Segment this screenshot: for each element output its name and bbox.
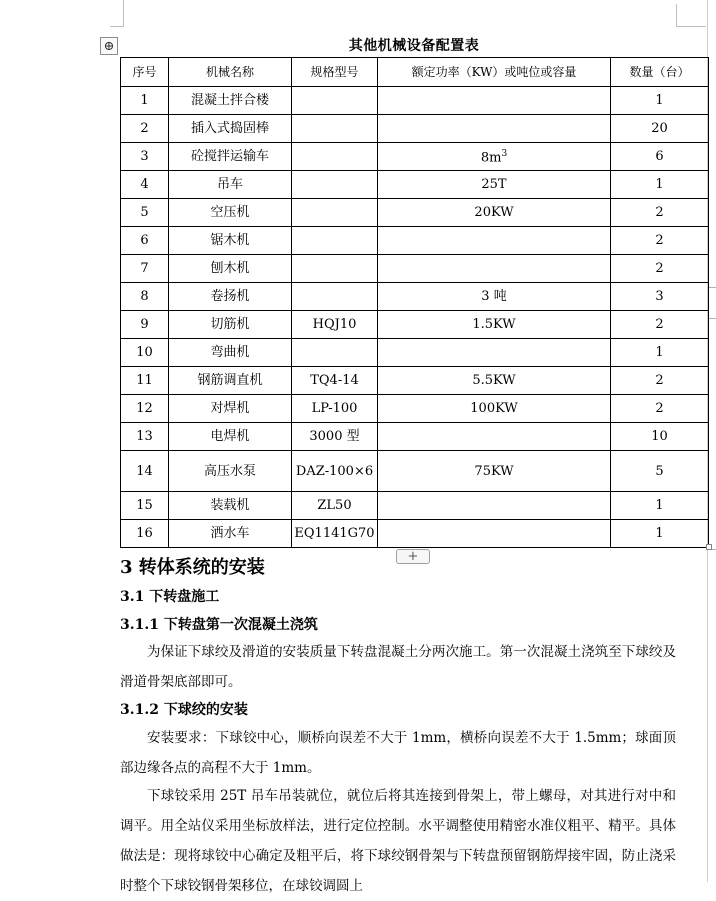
- header-cell-name: 机械名称: [169, 58, 292, 87]
- row-qty-cell-text: 20: [651, 121, 668, 136]
- section-heading-3-1: 3.1 下转盘施工: [120, 589, 220, 605]
- row-qty-cell: [611, 423, 709, 451]
- row-qty-cell-text: 2: [655, 261, 664, 276]
- row-qty-cell: [611, 255, 709, 283]
- row-power-cell: [378, 395, 611, 423]
- row-power-cell: [378, 520, 611, 548]
- row-model-cell: [292, 520, 378, 548]
- page-corner-mark: [676, 26, 706, 27]
- row-qty-cell-text: 1: [655, 345, 664, 360]
- header-cell-qty: 数量（台）: [611, 58, 709, 87]
- row-name-cell: [169, 423, 292, 451]
- row-no-cell: [121, 451, 169, 492]
- paragraph-install-method: 下球铰采用 25T 吊车吊装就位，就位后将其连接到骨架上，带上螺母，对其进行对中和调平。用全站仪采用坐标放样法，进行定位控制。水平调整使用精密水准仪粗平、精平。具体做法是：现将球铰中心确定及粗平后，将下球绞钢骨架与下转盘预留钢筋焊接牢固，防止浇采时整个下球铰钢骨架移位，在球铰调圆上: [120, 788, 676, 894]
- table-row: [121, 339, 709, 367]
- row-name-cell-text: 吊车: [216, 177, 243, 192]
- row-power-cell: [378, 143, 611, 171]
- row-name-cell: [169, 311, 292, 339]
- row-no-cell: [121, 199, 169, 227]
- row-name-cell-text: 空压机: [210, 205, 250, 220]
- row-name-cell-text: 卷扬机: [210, 289, 250, 304]
- row-name-cell: [169, 171, 292, 199]
- row-power-cell: [378, 283, 611, 311]
- row-no-cell: [121, 311, 169, 339]
- row-no-cell-text: 15: [136, 498, 153, 513]
- row-name-cell: [169, 451, 292, 492]
- row-qty-cell: [611, 339, 709, 367]
- table-row: [121, 451, 709, 492]
- page-corner-mark: [110, 26, 124, 27]
- row-qty-cell-text: 5: [655, 463, 664, 479]
- row-model-cell: [292, 492, 378, 520]
- row-qty-cell: [611, 492, 709, 520]
- table-row: [121, 255, 709, 283]
- row-name-cell-text: 砼搅拌运输车: [190, 149, 269, 164]
- row-no-cell-text: 13: [136, 429, 153, 444]
- row-no-cell: [121, 143, 169, 171]
- row-power-cell-text: 1.5KW: [472, 317, 516, 332]
- row-qty-cell: [611, 87, 709, 115]
- row-power-cell: [378, 255, 611, 283]
- row-name-cell-text: 高压水泵: [203, 463, 256, 479]
- header-cell-no: 序号: [121, 58, 169, 87]
- row-qty-cell: [611, 283, 709, 311]
- table-row: [121, 171, 709, 199]
- table-header-row: [121, 58, 709, 87]
- row-no-cell: [121, 255, 169, 283]
- row-model-cell: [292, 255, 378, 283]
- row-power-cell-text: 20KW: [474, 205, 514, 220]
- row-qty-cell-text: 2: [655, 205, 664, 220]
- row-qty-cell: [611, 227, 709, 255]
- ruler-tick: [709, 318, 716, 319]
- row-power-cell-text: 5.5KW: [472, 373, 516, 388]
- row-model-cell: [292, 451, 378, 492]
- row-model-cell: [292, 339, 378, 367]
- row-no-cell-text: 16: [136, 526, 153, 541]
- row-power-cell: [378, 171, 611, 199]
- row-model-cell: [292, 311, 378, 339]
- row-no-cell-text: 5: [140, 205, 149, 220]
- row-no-cell-text: 2: [140, 121, 149, 136]
- row-qty-cell-text: 10: [651, 429, 668, 444]
- row-no-cell: [121, 492, 169, 520]
- row-power-cell: [378, 451, 611, 492]
- row-no-cell-text: 12: [136, 401, 153, 416]
- ruler-tick: [709, 287, 716, 288]
- row-power-cell: [378, 115, 611, 143]
- row-model-cell: [292, 171, 378, 199]
- table-row: [121, 520, 709, 548]
- row-power-cell: [378, 87, 611, 115]
- row-name-cell: [169, 283, 292, 311]
- row-qty-cell-text: 1: [655, 177, 664, 192]
- row-power-cell: [378, 227, 611, 255]
- row-name-cell-text: 钢筋调直机: [197, 373, 263, 388]
- row-name-cell-text: 装载机: [210, 498, 250, 513]
- row-no-cell: [121, 423, 169, 451]
- row-qty-cell-text: 2: [655, 317, 664, 332]
- table-row: [121, 143, 709, 171]
- row-name-cell: [169, 87, 292, 115]
- row-no-cell: [121, 171, 169, 199]
- row-no-cell: [121, 339, 169, 367]
- row-power-cell: [378, 367, 611, 395]
- row-name-cell: [169, 395, 292, 423]
- row-no-cell: [121, 367, 169, 395]
- table-resize-handle[interactable]: [706, 544, 712, 550]
- row-qty-cell: [611, 311, 709, 339]
- row-model-cell: [292, 395, 378, 423]
- row-qty-cell-text: 1: [655, 498, 664, 513]
- row-model-cell-text: TQ4-14: [310, 373, 359, 388]
- row-power-cell-text: 25T: [481, 177, 507, 192]
- row-no-cell-text: 1: [140, 93, 149, 108]
- unit-superscript: 3: [501, 149, 508, 160]
- row-no-cell-text: 3: [140, 149, 149, 164]
- row-qty-cell-text: 3: [655, 289, 664, 304]
- row-qty-cell: [611, 520, 709, 548]
- row-model-cell: [292, 283, 378, 311]
- row-name-cell: [169, 199, 292, 227]
- row-qty-cell-text: 2: [655, 233, 664, 248]
- page-corner-mark: [123, 0, 124, 26]
- row-name-cell: [169, 520, 292, 548]
- row-no-cell-text: 6: [140, 233, 149, 248]
- row-name-cell-text: 弯曲机: [210, 345, 250, 360]
- row-no-cell-text: 7: [140, 261, 149, 276]
- row-no-cell-text: 10: [136, 345, 153, 360]
- row-no-cell: [121, 283, 169, 311]
- row-qty-cell-text: 6: [655, 149, 664, 164]
- page-corner-mark: [676, 4, 677, 26]
- table-row: [121, 199, 709, 227]
- row-qty-cell-text: 1: [655, 93, 664, 108]
- equipment-table: [120, 57, 709, 548]
- row-model-cell: [292, 199, 378, 227]
- row-no-cell-text: 11: [136, 373, 153, 388]
- row-name-cell-text: 电焊机: [210, 429, 250, 444]
- table-title: 其他机械设备配置表: [348, 38, 480, 54]
- row-name-cell-text: 插入式捣固棒: [190, 121, 269, 136]
- row-no-cell-text: 8: [140, 289, 149, 304]
- row-qty-cell: [611, 367, 709, 395]
- header-cell-model: 规格型号: [292, 58, 378, 87]
- row-qty-cell: [611, 395, 709, 423]
- row-model-cell: [292, 87, 378, 115]
- table-row: [121, 492, 709, 520]
- row-qty-cell: [611, 143, 709, 171]
- table-row: [121, 115, 709, 143]
- table-row: [121, 311, 709, 339]
- row-name-cell-text: 刨木机: [210, 261, 250, 276]
- row-qty-cell: [611, 115, 709, 143]
- row-power-cell-text: 100KW: [470, 401, 518, 416]
- paragraph-3-1-1: 为保证下球绞及滑道的安装质量下转盘混凝土分两次施工。第一次混凝土浇筑至下球绞及滑道骨架底部即可。: [120, 644, 676, 690]
- row-model-cell-text: 3000 型: [309, 429, 360, 444]
- row-no-cell: [121, 115, 169, 143]
- row-power-cell: [378, 311, 611, 339]
- section-heading-3: 3 转体系统的安装: [120, 557, 265, 578]
- table-row: [121, 395, 709, 423]
- row-model-cell: [292, 227, 378, 255]
- table-row: [121, 423, 709, 451]
- row-name-cell: [169, 143, 292, 171]
- row-model-cell-text: EQ1141G70: [294, 526, 375, 541]
- section-heading-3-1-2: 3.1.2 下球绞的安装: [120, 702, 248, 718]
- row-power-cell-text: 8m: [480, 150, 502, 166]
- table-row: [121, 227, 709, 255]
- row-name-cell-text: 混凝土拌合楼: [190, 93, 269, 108]
- row-no-cell-text: 9: [140, 317, 149, 332]
- row-name-cell: [169, 255, 292, 283]
- row-no-cell-text: 14: [136, 463, 153, 479]
- row-no-cell-text: 4: [140, 177, 149, 192]
- section-heading-3-1-1: 3.1.1 下转盘第一次混凝土浇筑: [120, 617, 318, 633]
- row-no-cell: [121, 395, 169, 423]
- row-name-cell-text: 洒水车: [210, 526, 250, 541]
- row-power-cell: [378, 339, 611, 367]
- row-name-cell-text: 锯木机: [210, 233, 250, 248]
- row-no-cell: [121, 520, 169, 548]
- row-name-cell-text: 切筋机: [210, 317, 250, 332]
- row-qty-cell: [611, 199, 709, 227]
- row-name-cell: [169, 115, 292, 143]
- row-model-cell-text: DAZ-100×6: [295, 463, 374, 479]
- row-model-cell: [292, 115, 378, 143]
- row-power-cell-text: 3 吨: [481, 289, 507, 304]
- row-power-cell-text: 75KW: [474, 463, 514, 479]
- table-row: [121, 367, 709, 395]
- row-name-cell: [169, 367, 292, 395]
- row-power-cell: [378, 423, 611, 451]
- row-model-cell-text: HQJ10: [312, 317, 357, 332]
- row-model-cell-text: ZL50: [317, 498, 352, 513]
- header-cell-power: 额定功率（KW）或吨位或容量: [378, 58, 611, 87]
- row-qty-cell-text: 1: [655, 526, 664, 541]
- row-name-cell-text: 对焊机: [210, 401, 250, 416]
- row-name-cell: [169, 227, 292, 255]
- row-model-cell: [292, 143, 378, 171]
- row-model-cell: [292, 367, 378, 395]
- row-name-cell: [169, 339, 292, 367]
- paragraph-install-req: 安装要求：下球铰中心，顺桥向误差不大于 1mm，横桥向误差不大于 1.5mm；球面顶部边缘各点的高程不大于 1mm。: [120, 730, 676, 776]
- row-qty-cell-text: 2: [655, 373, 664, 388]
- row-no-cell: [121, 87, 169, 115]
- table-row: [121, 283, 709, 311]
- row-model-cell: [292, 423, 378, 451]
- row-power-cell: [378, 492, 611, 520]
- row-name-cell: [169, 492, 292, 520]
- table-move-handle-icon[interactable]: ⊕: [100, 37, 118, 55]
- row-no-cell: [121, 227, 169, 255]
- row-qty-cell-text: 2: [655, 401, 664, 416]
- row-qty-cell: [611, 171, 709, 199]
- row-model-cell-text: LP-100: [311, 401, 358, 416]
- add-table-row-button[interactable]: +: [396, 549, 430, 564]
- row-power-cell: [378, 199, 611, 227]
- row-qty-cell: [611, 451, 709, 492]
- table-row: [121, 87, 709, 115]
